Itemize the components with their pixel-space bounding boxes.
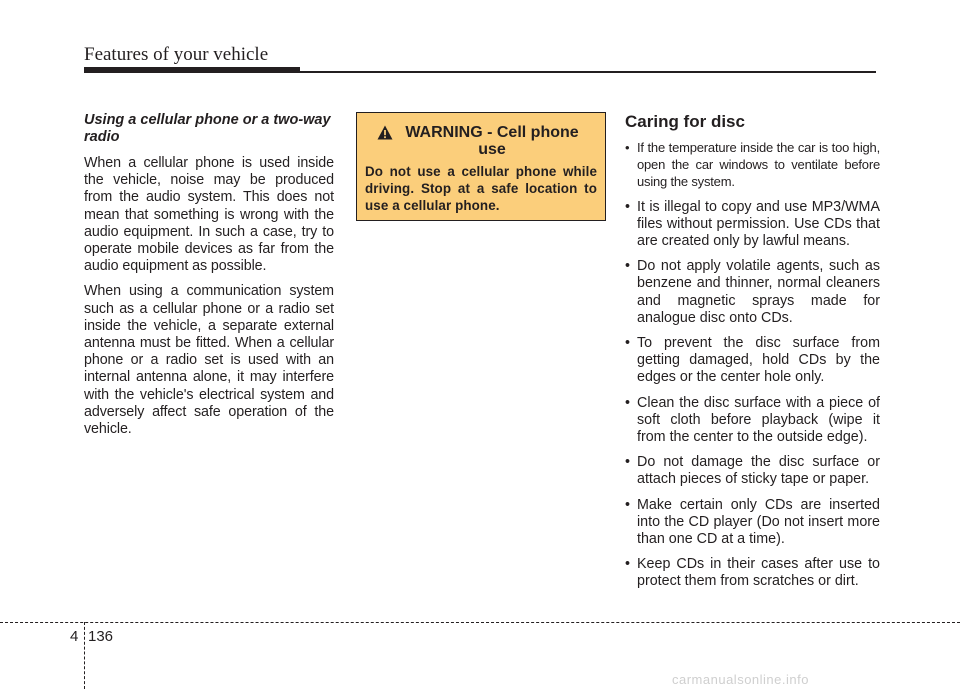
list-item: • To prevent the disc surface from getting damaged, hold CDs by the edges or the center hole only. [625, 335, 880, 387]
list-item: • Do not apply volatile agents, such as benzene and thinner, normal cleaners and magnetic sprays made for analogue disc onto CDs. [625, 258, 880, 327]
footer-divider [84, 622, 85, 689]
warning-text: Do not use a cellular phone while driving. Stop at a safe location to use a cellular phone. [365, 164, 597, 213]
warning-triangle-icon [377, 125, 393, 140]
header-rule [84, 71, 876, 73]
list-item: • If the temperature inside the car is too high, open the car windows to ventilate before using the system. [625, 139, 880, 191]
page-number: 136 [88, 628, 114, 645]
disc-care-list [625, 139, 880, 591]
paragraph: When a cellular phone is used inside the vehicle, noise may be produced from the audio system. This does not mean that something is wrong with the audio equipment. In such a case, try to operate mobile devices as far from the audio equipment as possible. [84, 155, 334, 275]
cell-phone-subheading: Using a cellular phone or a two-way radio [84, 112, 331, 145]
right-column [625, 110, 880, 599]
list-item: • Do not damage the disc surface or attach pieces of sticky tape or paper. [625, 454, 880, 488]
list-item: • It is illegal to copy and use MP3/WMA files without permission. Use CDs that are created only by lawful means. [625, 199, 880, 251]
warning-box [356, 112, 606, 221]
list-item: • Make certain only CDs are inserted into the CD player (Do not insert more than one CD at a time). [625, 497, 880, 549]
left-column [84, 112, 334, 446]
list-item: • Keep CDs in their cases after use to protect them from scratches or dirt. [625, 556, 880, 590]
paragraph: When using a communication system such as a cellular phone or a radio set inside the vehicle, a separate external antenna must be fitted. When a cellular phone or a radio set is used with an internal antenna alone, it may interfere with the vehicle's electrical system and adversely affect safe operation of the vehicle. [84, 283, 334, 438]
warning-header [365, 124, 597, 158]
caring-for-disc-title: Caring for disc [625, 112, 745, 131]
page-header-title: Features of your vehicle [84, 44, 269, 65]
watermark: carmanualsonline.info [672, 672, 809, 687]
footer-rule [0, 622, 960, 623]
warning-title: WARNING - Cell phone use [405, 124, 579, 158]
list-item: • Clean the disc surface with a piece of soft cloth before playback (wipe it from the center to the outside edge). [625, 395, 880, 447]
chapter-number: 4 [70, 628, 79, 645]
